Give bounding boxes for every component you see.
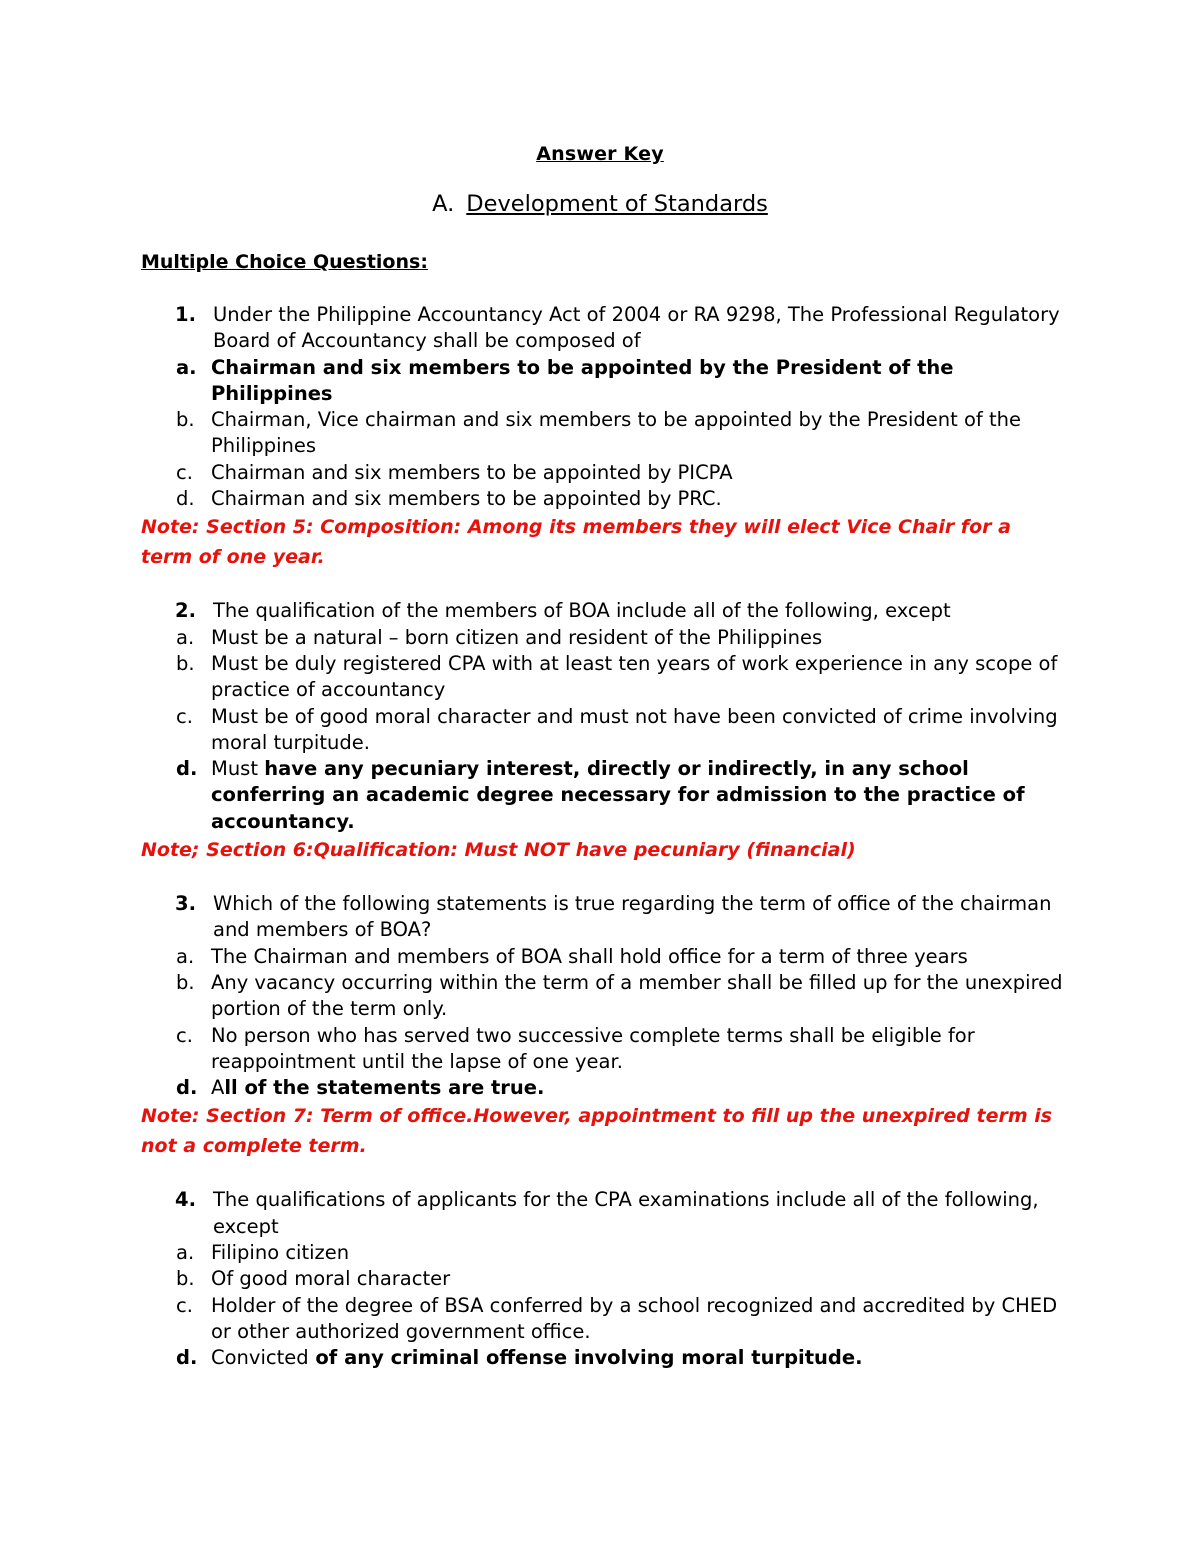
choice-text: Chairman and six members to be appointed by PICPA (211, 460, 733, 484)
choice-3b (141, 970, 1071, 1023)
choices-2 (141, 625, 1071, 835)
question-stem: The qualification of the members of BOA include all of the following, except (213, 599, 951, 623)
question-number: 3. (175, 892, 196, 916)
note-3: Note: Section 7: Term of office.However, appointment to fill up the unexpired term is not a complete term. (141, 1105, 1053, 1158)
choice-4b (141, 1266, 1071, 1292)
choice-letter: b. (176, 408, 195, 432)
choice-letter: d. (176, 1076, 198, 1100)
choice-letter: d. (176, 487, 195, 511)
choice-text: No person who has served two successive complete terms shall be eligible for reappointment until the lapse of one year. (211, 1023, 975, 1073)
choice-letter: b. (176, 651, 195, 675)
question-2 (141, 598, 1071, 624)
choice-text: Must be duly registered CPA with at least ten years of work experience in any scope of practice of accountancy (211, 651, 1058, 702)
choice-text: Must be of good moral character and must not have been convicted of crime involving moral turpitude. (211, 704, 1058, 754)
choice-text: Filipino citizen (211, 1241, 350, 1265)
question-4 (141, 1187, 1071, 1240)
choice-4a (141, 1240, 1071, 1266)
choices-1 (141, 355, 1071, 513)
choice-text: Must (211, 757, 265, 781)
choice-text: Must be a natural – born citizen and resident of the Philippines (211, 625, 823, 649)
choice-answer-text: Chairman and six members to be appointed by the President of the Philippines (211, 355, 954, 405)
section-letter: A. (432, 191, 455, 217)
note-2: Note; Section 6:Qualification: Must NOT have pecuniary (financial) (141, 839, 856, 862)
choice-1b (141, 407, 1071, 460)
choice-text: Any vacancy occurring within the term of a member shall be filled up for the unexpired portion of the term only. (211, 970, 1063, 1021)
choice-4d (141, 1345, 1071, 1371)
question-3 (141, 891, 1071, 944)
section-title: Development of Standards (466, 191, 768, 217)
choice-2b (141, 651, 1071, 704)
question-list (141, 302, 1071, 1372)
choice-text: Of good moral character (211, 1267, 451, 1291)
choice-2a (141, 625, 1071, 651)
choice-answer-text: of any criminal offense involving moral turpitude. (308, 1346, 863, 1370)
choice-answer-text: ll of the statements are true. (224, 1076, 545, 1100)
choice-3a (141, 944, 1071, 970)
choice-2d (141, 756, 1071, 835)
subheading: Multiple Choice Questions: (141, 251, 428, 273)
choice-letter: a. (176, 1241, 195, 1265)
choice-answer-text: have any pecuniary interest, directly or indirectly, in any school conferring an academic degree necessary for admission to the practice of accountancy. (211, 757, 1025, 833)
choice-1a (141, 355, 1071, 408)
choice-2c (141, 704, 1071, 757)
choices-4 (141, 1240, 1071, 1371)
choice-text: A (211, 1076, 225, 1100)
question-number: 1. (175, 303, 196, 326)
note-1: Note: Section 5: Composition: Among its members they will elect Vice Chair for a term of one year. (141, 516, 1011, 569)
choice-letter: b. (176, 1267, 195, 1291)
choice-letter: a. (176, 625, 195, 649)
choice-letter: c. (176, 1023, 193, 1047)
choices-3 (141, 944, 1071, 1102)
choice-letter: a. (176, 944, 195, 968)
choice-letter: c. (176, 704, 193, 728)
choice-1c (141, 460, 1071, 486)
choice-1d (141, 486, 1071, 512)
choice-text: Chairman, Vice chairman and six members to be appointed by the President of the Philippines (211, 408, 1021, 458)
choice-letter: b. (176, 970, 195, 994)
choice-letter: c. (176, 1293, 193, 1317)
choice-letter: d. (176, 757, 198, 781)
document-title: Answer Key (536, 143, 664, 165)
choice-letter: d. (176, 1346, 198, 1370)
choice-text: Holder of the degree of BSA conferred by a school recognized and accredited by CHED or other authorized government office. (211, 1293, 1058, 1343)
question-stem: Which of the following statements is true regarding the term of office of the chairman and members of BOA? (213, 892, 1052, 942)
question-stem: Under the Philippine Accountancy Act of 2004 or RA 9298, The Professional Regulatory Board of Accountancy shall be composed of (213, 303, 1060, 353)
question-number: 4. (175, 1188, 196, 1212)
choice-text: Convicted (211, 1346, 309, 1370)
question-number: 2. (175, 599, 196, 623)
question-1 (141, 302, 1071, 355)
choice-letter: c. (176, 460, 193, 484)
choice-text: The Chairman and members of BOA shall hold office for a term of three years (211, 944, 968, 968)
question-stem: The qualifications of applicants for the CPA examinations include all of the following, except (213, 1188, 1039, 1238)
choice-letter: a. (176, 355, 197, 379)
section-heading (0, 191, 1200, 217)
choice-text: Chairman and six members to be appointed by PRC. (211, 487, 722, 511)
choice-4c (141, 1293, 1071, 1346)
choice-3d (141, 1075, 1071, 1101)
choice-3c (141, 1023, 1071, 1076)
